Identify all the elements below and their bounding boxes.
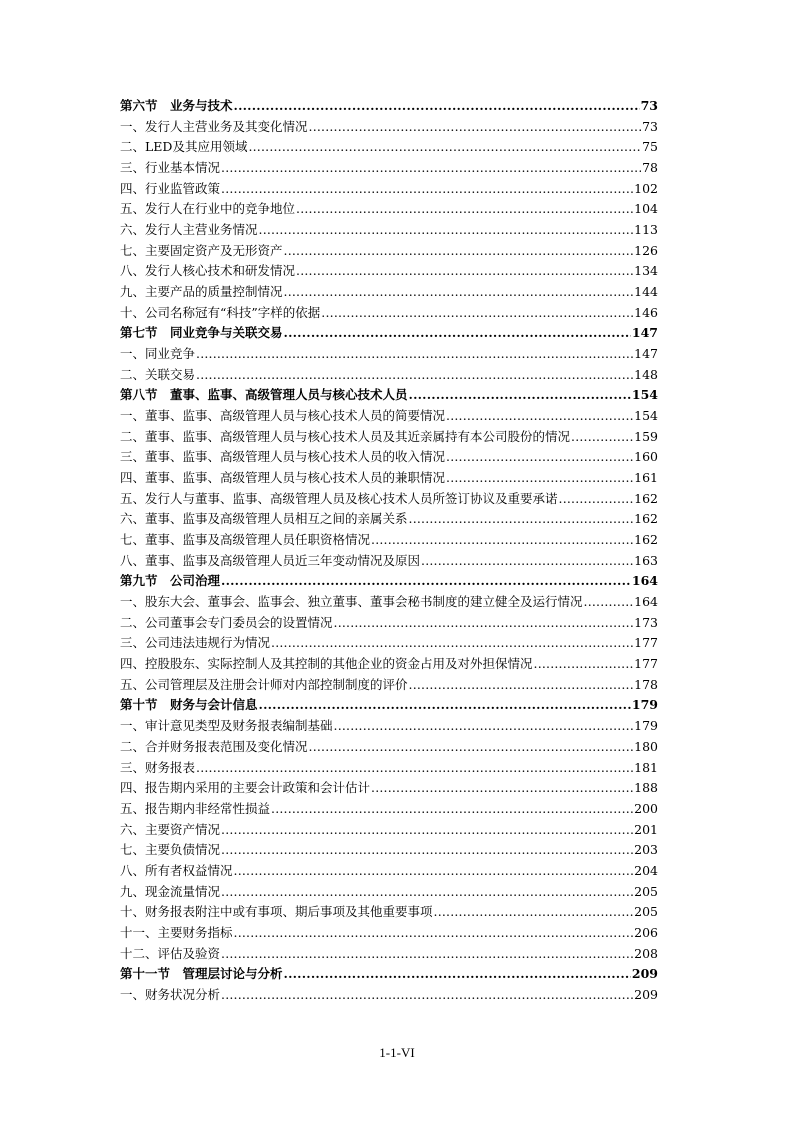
toc-section-heading[interactable] [120,964,658,985]
toc-entry-title: 四、报告期内采用的主要会计政策和会计估计 [120,780,371,796]
toc-entry-page: 73 [642,118,658,134]
toc-dot-leader [446,468,633,489]
toc-dot-leader [434,902,634,923]
toc-entry-page: 206 [634,924,658,940]
toc-entry-title: 一、董事、监事、高级管理人员与核心技术人员的简要情况 [120,408,446,424]
toc-entry-page: 126 [634,242,658,258]
toc-entry-title: 一、发行人主营业务及其变化情况 [120,118,308,134]
toc-dot-leader [221,985,633,1006]
toc-entry-title: 二、董事、监事、高级管理人员与核心技术人员及其近亲属持有本公司股份的情况 [120,428,571,444]
toc-entry[interactable] [120,861,658,882]
toc-entry-page: 208 [634,945,658,961]
toc-entry-page: 134 [634,263,658,279]
toc-entry-title: 第七节 同业竞争与关联交易 [120,325,283,341]
toc-entry-page: 75 [642,139,658,155]
toc-entry[interactable] [120,241,658,262]
toc-dot-leader [296,199,633,220]
toc-dot-leader [284,241,634,262]
toc-entry[interactable] [120,282,658,303]
toc-entry-page: 177 [634,635,658,651]
toc-entry-title: 十、公司名称冠有“科技”字样的依据 [120,304,321,320]
toc-entry-title: 五、公司管理层及注册会计师对内部控制制度的评价 [120,676,408,692]
toc-dot-leader [234,861,634,882]
toc-entry-page: 204 [634,862,658,878]
toc-entry-title: 第九节 公司治理 [120,573,221,589]
toc-dot-leader [196,365,633,386]
toc-entry[interactable] [120,758,658,779]
toc-entry-title: 七、主要负债情况 [120,842,221,858]
toc-entry-page: 201 [634,821,658,837]
toc-entry[interactable] [120,303,658,324]
toc-entry-title: 四、控股股东、实际控制人及其控制的其他企业的资金占用及对外担保情况 [120,656,533,672]
toc-entry-title: 二、合并财务报表范围及变化情况 [120,738,308,754]
toc-entry-page: 148 [634,366,658,382]
toc-entry[interactable] [120,840,658,861]
toc-entry-title: 六、发行人主营业务情况 [120,222,258,238]
toc-entry[interactable] [120,117,658,138]
toc-entry[interactable] [120,985,658,1006]
toc-entry-page: 188 [634,780,658,796]
toc-entry-page: 209 [631,966,658,982]
toc-entry-page: 113 [634,222,658,238]
toc-entry[interactable] [120,261,658,282]
toc-entry[interactable] [120,654,658,675]
toc-entry-title: 第八节 董事、监事、高级管理人员与核心技术人员 [120,387,408,403]
toc-entry[interactable] [120,737,658,758]
toc-dot-leader [409,509,634,530]
toc-entry-page: 102 [634,180,658,196]
toc-dot-leader [221,820,633,841]
toc-entry-title: 二、公司董事会专门委员会的设置情况 [120,614,333,630]
toc-entry-title: 二、关联交易 [120,366,196,382]
toc-entry-page: 203 [634,842,658,858]
toc-entry-page: 164 [634,594,658,610]
toc-entry[interactable] [120,716,658,737]
toc-entry[interactable] [120,406,658,427]
toc-entry-page: 179 [634,718,658,734]
toc-dot-leader [371,530,633,551]
toc-entry-title: 八、所有者权益情况 [120,862,233,878]
toc-dot-leader [534,654,634,675]
toc-entry[interactable] [120,447,658,468]
toc-entry-page: 162 [634,490,658,506]
toc-entry-title: 七、董事、监事及高级管理人员任职资格情况 [120,532,371,548]
toc-entry[interactable] [120,489,658,510]
toc-entry-title: 一、审计意见类型及财务报表编制基础 [120,718,333,734]
toc-entry-title: 第十一节 管理层讨论与分析 [120,966,283,982]
toc-entry-page: 146 [634,304,658,320]
toc-dot-leader [284,323,631,344]
toc-entry-page: 154 [631,387,658,403]
toc-entry-title: 一、同业竞争 [120,346,196,362]
toc-entry-page: 180 [634,738,658,754]
toc-dot-leader [371,778,633,799]
toc-dot-leader [234,96,640,117]
toc-dot-leader [446,447,633,468]
toc-entry-page: 162 [634,511,658,527]
toc-dot-leader [309,117,642,138]
toc-entry-title: 九、现金流量情况 [120,883,221,899]
toc-entry-title: 五、报告期内非经常性损益 [120,800,271,816]
toc-entry[interactable] [120,530,658,551]
toc-entry-page: 178 [634,676,658,692]
toc-dot-leader [234,923,634,944]
toc-entry[interactable] [120,633,658,654]
toc-dot-leader [446,406,633,427]
toc-entry-title: 三、董事、监事、高级管理人员与核心技术人员的收入情况 [120,449,446,465]
toc-entry[interactable] [120,613,658,634]
toc-entry-title: 九、主要产品的质量控制情况 [120,284,283,300]
toc-dot-leader [409,675,634,696]
toc-entry-title: 四、董事、监事、高级管理人员与核心技术人员的兼职情况 [120,470,446,486]
toc-dot-leader [421,551,633,572]
toc-entry-page: 200 [634,800,658,816]
toc-dot-leader [221,840,633,861]
toc-dot-leader [309,737,634,758]
toc-entry-title: 一、财务状况分析 [120,986,221,1002]
toc-entry-title: 三、财务报表 [120,759,196,775]
toc-dot-leader [584,592,634,613]
toc-dot-leader [571,427,633,448]
toc-dot-leader [259,695,631,716]
toc-entry[interactable] [120,509,658,530]
toc-entry-title: 六、主要资产情况 [120,821,221,837]
toc-entry[interactable] [120,902,658,923]
toc-entry-page: 179 [631,697,658,713]
toc-section-heading[interactable] [120,695,658,716]
toc-entry[interactable] [120,820,658,841]
toc-entry-title: 四、行业监管政策 [120,180,221,196]
toc-entry-page: 209 [634,986,658,1002]
toc-entry-title: 三、行业基本情况 [120,160,221,176]
toc-entry-page: 159 [634,428,658,444]
toc-entry-title: 五、发行人与董事、监事、高级管理人员及核心技术人员所签订协议及重要承诺 [120,490,558,506]
toc-dot-leader [248,137,641,158]
toc-dot-leader [221,571,631,592]
toc-entry[interactable] [120,344,658,365]
toc-entry[interactable] [120,944,658,965]
toc-entry-page: 78 [642,160,658,176]
toc-dot-leader [334,613,634,634]
toc-dot-leader [259,220,634,241]
toc-entry-page: 205 [634,883,658,899]
toc-entry-title: 八、发行人核心技术和研发情况 [120,263,296,279]
toc-entry-title: 八、董事、监事及高级管理人员近三年变动情况及原因 [120,552,421,568]
toc-entry[interactable] [120,199,658,220]
toc-entry[interactable] [120,923,658,944]
toc-dot-leader [284,282,634,303]
toc-entry[interactable] [120,592,658,613]
toc-dot-leader [334,716,634,737]
toc-entry-page: 104 [634,201,658,217]
toc-section-heading[interactable] [120,323,658,344]
toc-dot-leader [221,944,633,965]
toc-entry-title: 五、发行人在行业中的竞争地位 [120,201,296,217]
toc-entry[interactable] [120,158,658,179]
toc-entry-title: 七、主要固定资产及无形资产 [120,242,283,258]
toc-dot-leader [559,489,634,510]
toc-entry-title: 十、财务报表附注中或有事项、期后事项及其他重要事项 [120,904,433,920]
toc-entry-page: 162 [634,532,658,548]
toc-entry-page: 144 [634,284,658,300]
toc-entry[interactable] [120,137,658,158]
toc-section-heading[interactable] [120,385,658,406]
toc-dot-leader [271,799,633,820]
toc-entry[interactable] [120,882,658,903]
toc-entry-page: 154 [634,408,658,424]
toc-entry-page: 147 [631,325,658,341]
toc-entry-title: 三、公司违法违规行为情况 [120,635,271,651]
toc-entry-page: 173 [634,614,658,630]
toc-entry-page: 163 [634,552,658,568]
toc-dot-leader [284,964,631,985]
toc-entry[interactable] [120,675,658,696]
toc-section-heading[interactable] [120,571,658,592]
toc-dot-leader [221,882,633,903]
toc-entry[interactable] [120,179,658,200]
toc-dot-leader [196,758,633,779]
toc-entry-page: 147 [634,346,658,362]
toc-entry-page: 205 [634,904,658,920]
toc-dot-leader [409,385,631,406]
page-number: 1-1-VI [379,1045,415,1060]
table-of-contents [120,96,658,1006]
toc-entry[interactable] [120,778,658,799]
toc-entry-title: 二、LED及其应用领域 [120,139,248,155]
toc-entry-page: 164 [631,573,658,589]
toc-entry-title: 第六节 业务与技术 [120,98,233,113]
toc-dot-leader [196,344,633,365]
toc-entry-title: 一、股东大会、董事会、监事会、独立董事、董事会秘书制度的建立健全及运行情况 [120,594,583,610]
toc-entry[interactable] [120,799,658,820]
toc-section-heading[interactable] [120,96,658,117]
toc-entry-title: 十一、主要财务指标 [120,924,233,940]
toc-entry-title: 六、董事、监事及高级管理人员相互之间的亲属关系 [120,511,408,527]
toc-entry[interactable] [120,427,658,448]
toc-entry-page: 160 [634,449,658,465]
toc-entry[interactable] [120,220,658,241]
toc-dot-leader [221,179,633,200]
toc-entry[interactable] [120,365,658,386]
toc-entry[interactable] [120,551,658,572]
toc-entry[interactable] [120,468,658,489]
toc-entry-title: 十二、评估及验资 [120,945,221,961]
toc-dot-leader [321,303,633,324]
toc-entry-page: 161 [634,470,658,486]
toc-entry-page: 73 [640,98,658,113]
toc-dot-leader [271,633,633,654]
toc-dot-leader [296,261,633,282]
toc-entry-title: 第十节 财务与会计信息 [120,697,258,713]
toc-entry-page: 181 [634,759,658,775]
toc-dot-leader [221,158,641,179]
toc-entry-page: 177 [634,656,658,672]
